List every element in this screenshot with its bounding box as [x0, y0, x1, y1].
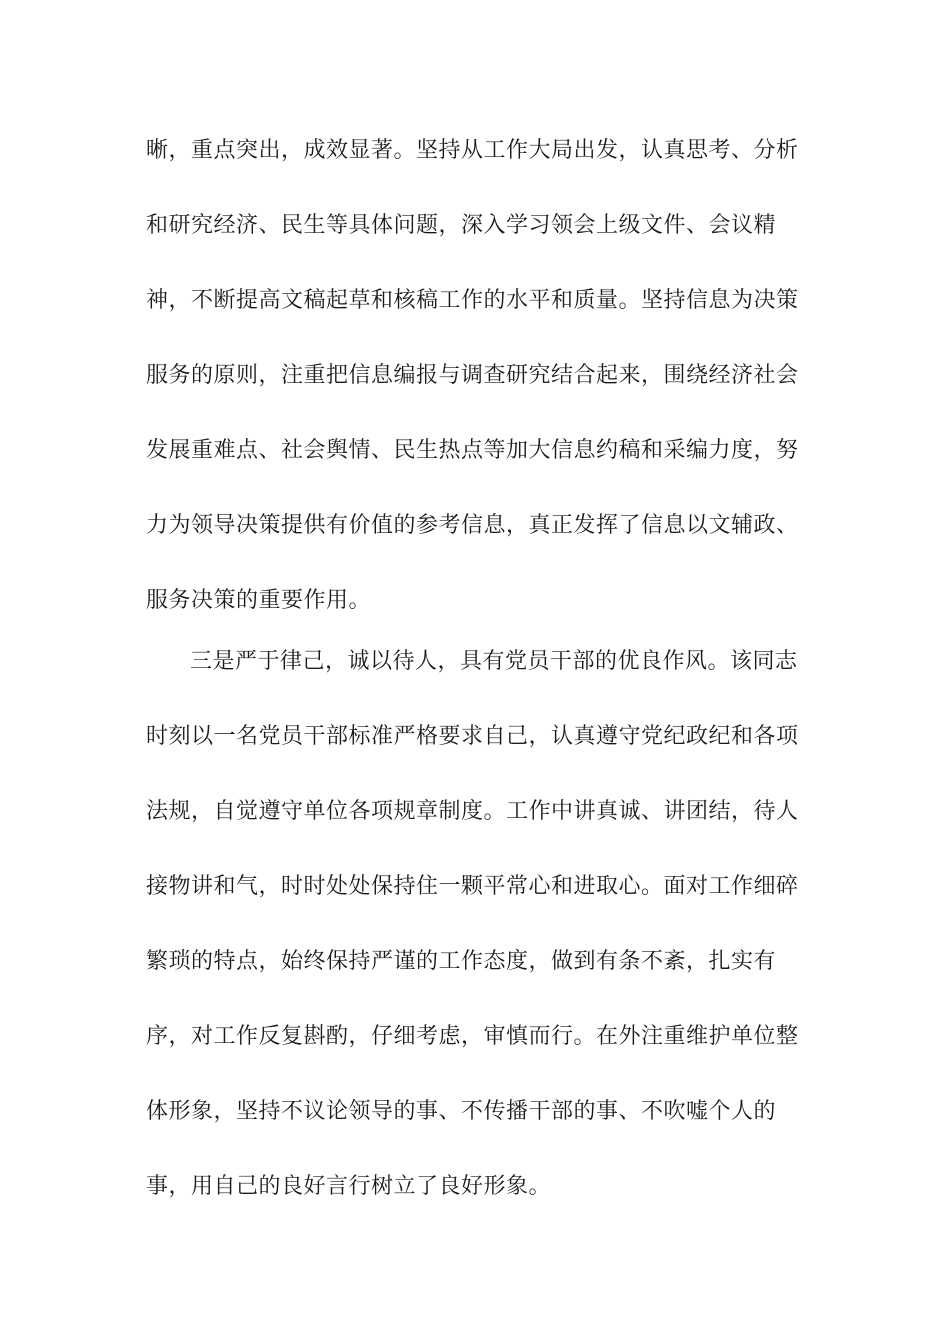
text-line: 力为领导决策提供有价值的参考信息，真正发挥了信息以文辅政、: [146, 513, 799, 538]
text-line: 神，不断提高文稿起草和核稿工作的水平和质量。坚持信息为决策: [146, 288, 799, 313]
text-line: 体形象，坚持不议论领导的事、不传播干部的事、不吹嘘个人的: [146, 1099, 777, 1124]
text-line: 序，对工作反复斟酌，仔细考虑，审慎而行。在外注重维护单位整: [146, 1024, 799, 1049]
text-line: 和研究经济、民生等具体问题，深入学习领会上级文件、会议精: [146, 213, 777, 238]
text-line: 事，用自己的良好言行树立了良好形象。: [146, 1174, 552, 1199]
text-line: 法规，自觉遵守单位各项规章制度。工作中讲真诚、讲团结，待人: [146, 799, 799, 824]
text-line: 晰，重点突出，成效显著。坚持从工作大局出发，认真思考、分析: [146, 138, 799, 163]
paragraph-start-line: 三是严于律己，诚以待人，具有党员干部的优良作风。该同志: [190, 649, 798, 674]
text-line: 繁琐的特点，始终保持严谨的工作态度，做到有条不紊，扎实有: [146, 949, 777, 974]
text-line: 服务决策的重要作用。: [146, 588, 372, 613]
text-line: 接物讲和气，时时处处保持住一颗平常心和进取心。面对工作细碎: [146, 874, 799, 899]
text-line: 服务的原则，注重把信息编报与调查研究结合起来，围绕经济社会: [146, 363, 799, 388]
text-line: 发展重难点、社会舆情、民生热点等加大信息约稿和采编力度，努: [146, 438, 799, 463]
text-line: 时刻以一名党员干部标准严格要求自己，认真遵守党纪政纪和各项: [146, 724, 799, 749]
